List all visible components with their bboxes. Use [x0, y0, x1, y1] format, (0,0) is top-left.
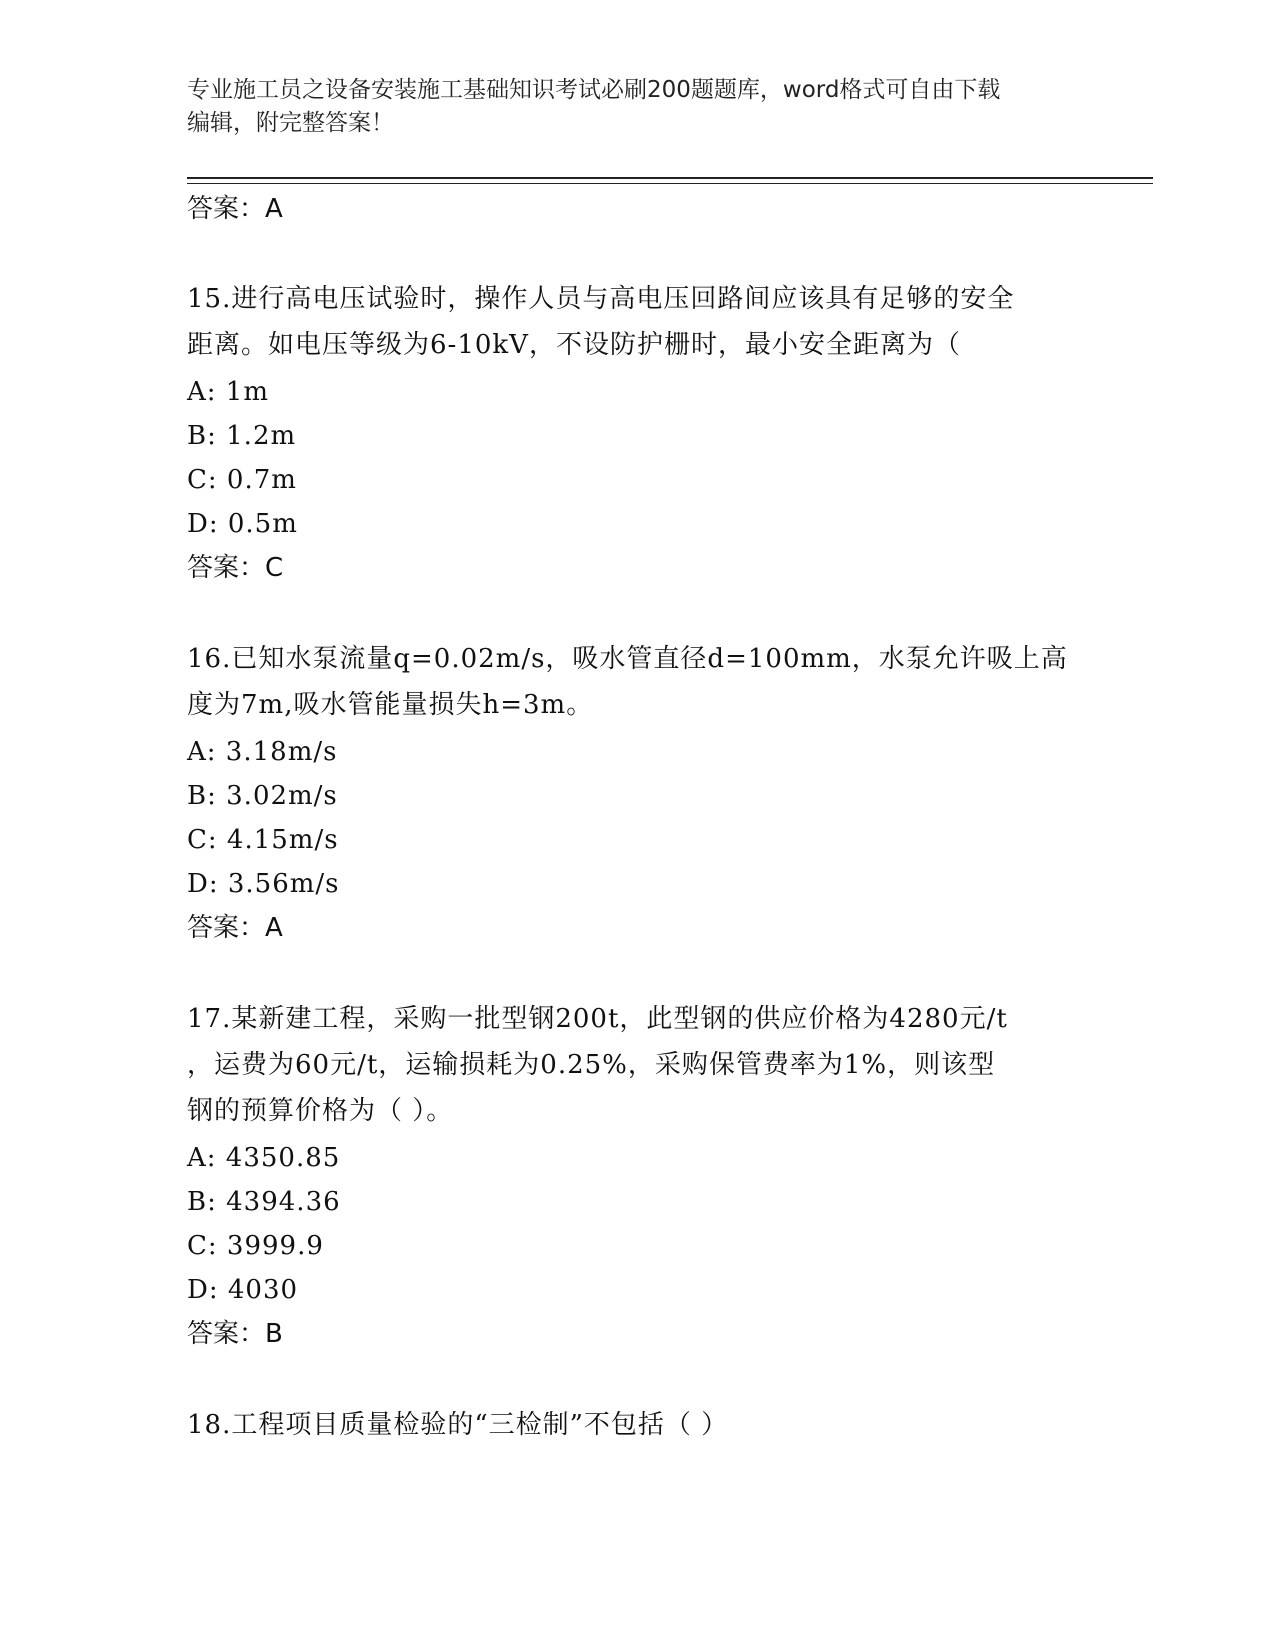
q15-option-d: D: 0.5m: [187, 509, 298, 539]
q16-option-d: D: 3.56m/s: [187, 869, 340, 899]
q15-option-a: A: 1m: [187, 377, 269, 407]
question-16-line-2: 度为7m,吸水管能量损失h=3m。: [187, 690, 594, 720]
q15-answer: 答案：C: [187, 553, 284, 583]
question-17-line-1: 17.某新建工程，采购一批型钢200t，此型钢的供应价格为4280元/t: [187, 1004, 1008, 1034]
q16-option-b: B: 3.02m/s: [187, 781, 338, 811]
question-17: [187, 996, 1087, 1134]
q17-option-c: C: 3999.9: [187, 1231, 324, 1261]
header-line-2: 编辑，附完整答案！: [187, 110, 394, 136]
question-15-line-2: 距离。如电压等级为6-10kV，不设防护栅时，最小安全距离为（: [187, 330, 961, 360]
answer-prev: 答案：A: [187, 194, 283, 224]
q17-option-d: D: 4030: [187, 1275, 299, 1305]
question-15: [187, 276, 1087, 368]
question-17-line-3: 钢的预算价格为（ ）。: [187, 1096, 454, 1126]
question-16: [187, 636, 1087, 728]
question-17-line-2: ，运费为60元/t，运输损耗为0.25%，采购保管费率为1%，则该型: [187, 1050, 996, 1080]
question-18-line-1: 18.工程项目质量检验的“三检制”不包括（ ）: [187, 1410, 729, 1440]
q17-option-b: B: 4394.36: [187, 1187, 341, 1217]
document-header: [187, 74, 1087, 140]
question-18: [187, 1402, 1087, 1448]
question-16-line-1: 16.已知水泵流量q=0.02m/s，吸水管直径d=100mm，水泵允许吸上高: [187, 644, 1068, 674]
q16-option-a: A: 3.18m/s: [187, 737, 338, 767]
q17-answer: 答案：B: [187, 1319, 283, 1349]
header-line-1: 专业施工员之设备安装施工基础知识考试必刷200题题库，word格式可自由下载: [187, 77, 1001, 103]
q15-option-c: C: 0.7m: [187, 465, 297, 495]
q16-option-c: C: 4.15m/s: [187, 825, 339, 855]
q16-answer: 答案：A: [187, 913, 283, 943]
q15-option-b: B: 1.2m: [187, 421, 297, 451]
header-divider-thick: [187, 177, 1153, 179]
question-15-line-1: 15.进行高电压试验时，操作人员与高电压回路间应该具有足够的安全: [187, 284, 1015, 314]
q17-option-a: A: 4350.85: [187, 1143, 341, 1173]
header-divider-thin: [187, 183, 1153, 184]
